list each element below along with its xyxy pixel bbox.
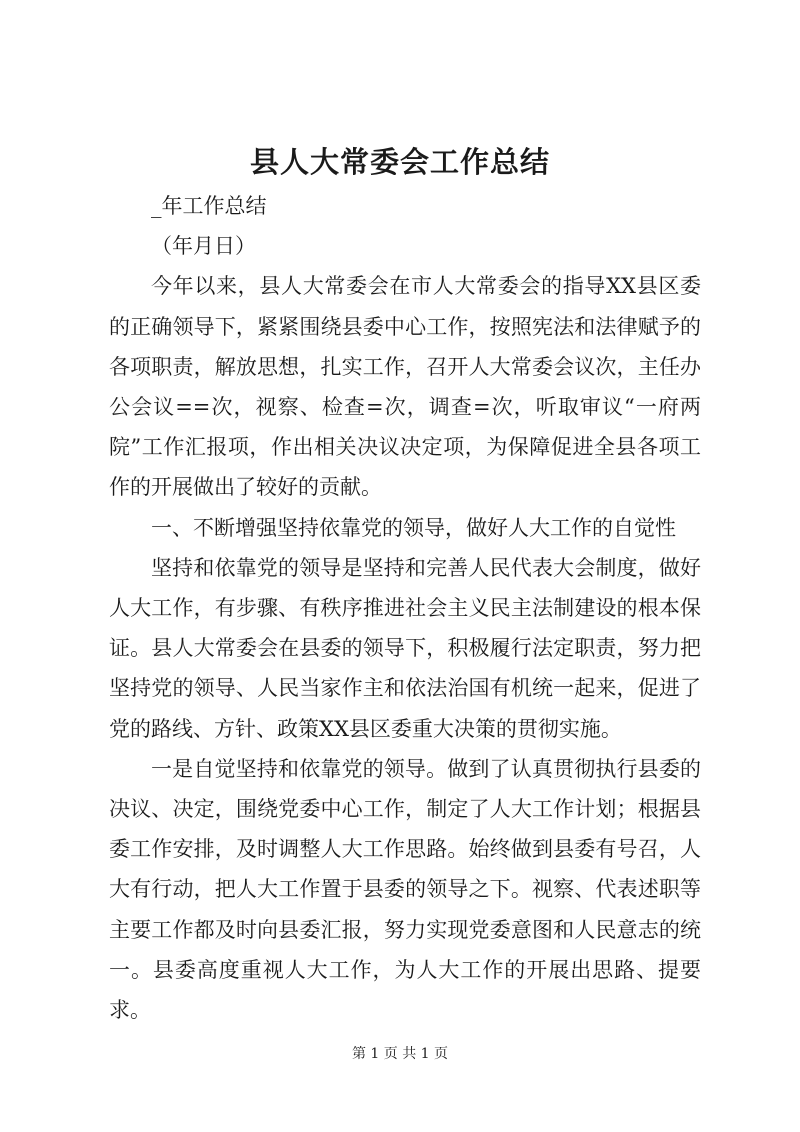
paragraph-subtitle: _年工作总结 bbox=[151, 194, 267, 218]
document-title: 县人大常委会工作总结 bbox=[249, 145, 550, 179]
document-body bbox=[109, 186, 701, 1030]
paragraph-date: （年月日） bbox=[151, 234, 256, 259]
paragraph-intro: 今年以来，县人大常委会在市人大常委会的指导XX县区委的正确领导下，紧紧围绕县委中心工作，按照宪法和法律赋予的各项职责，解放思想，扎实工作，召开人大常委会议次，主任办公会议==次，视察、检查=次，调查=次，听取审议“一府两院”工作汇报项，作出相关决议决定项，为保障促进全县各项工作的开展做出了较好的贡献。 bbox=[109, 274, 701, 500]
paragraph-point-1: 一是自觉坚持和依靠党的领导。做到了认真贯彻执行县委的决议、决定，围绕党委中心工作，制定了人大工作计划；根据县委工作安排，及时调整人大工作思路。始终做到县委有号召，人大有行动，把人大工作置于县委的领导之下。视察、代表述职等主要工作都及时向县委汇报，努力实现党委意图和人民意志的统一。县委高度重视人大工作，为人大工作的开展出思路、提要求。 bbox=[109, 756, 701, 1023]
page-footer: 第 1 页 共 1 页 bbox=[351, 1046, 449, 1062]
paragraph-section-1: 坚持和依靠党的领导是坚持和完善人民代表大会制度，做好人大工作，有步骤、有秩序推进社会主义民主法制建设的根本保证。县人大常委会在县委的领导下，积极履行法定职责，努力把坚持党的领导、人民当家作主和依法治国有机统一起来，促进了党的路线、方针、政策XX县区委重大决策的贯彻实施。 bbox=[109, 555, 701, 741]
section-heading-1: 一、不断增强坚持依靠党的领导，做好人大工作的自觉性 bbox=[151, 515, 676, 540]
